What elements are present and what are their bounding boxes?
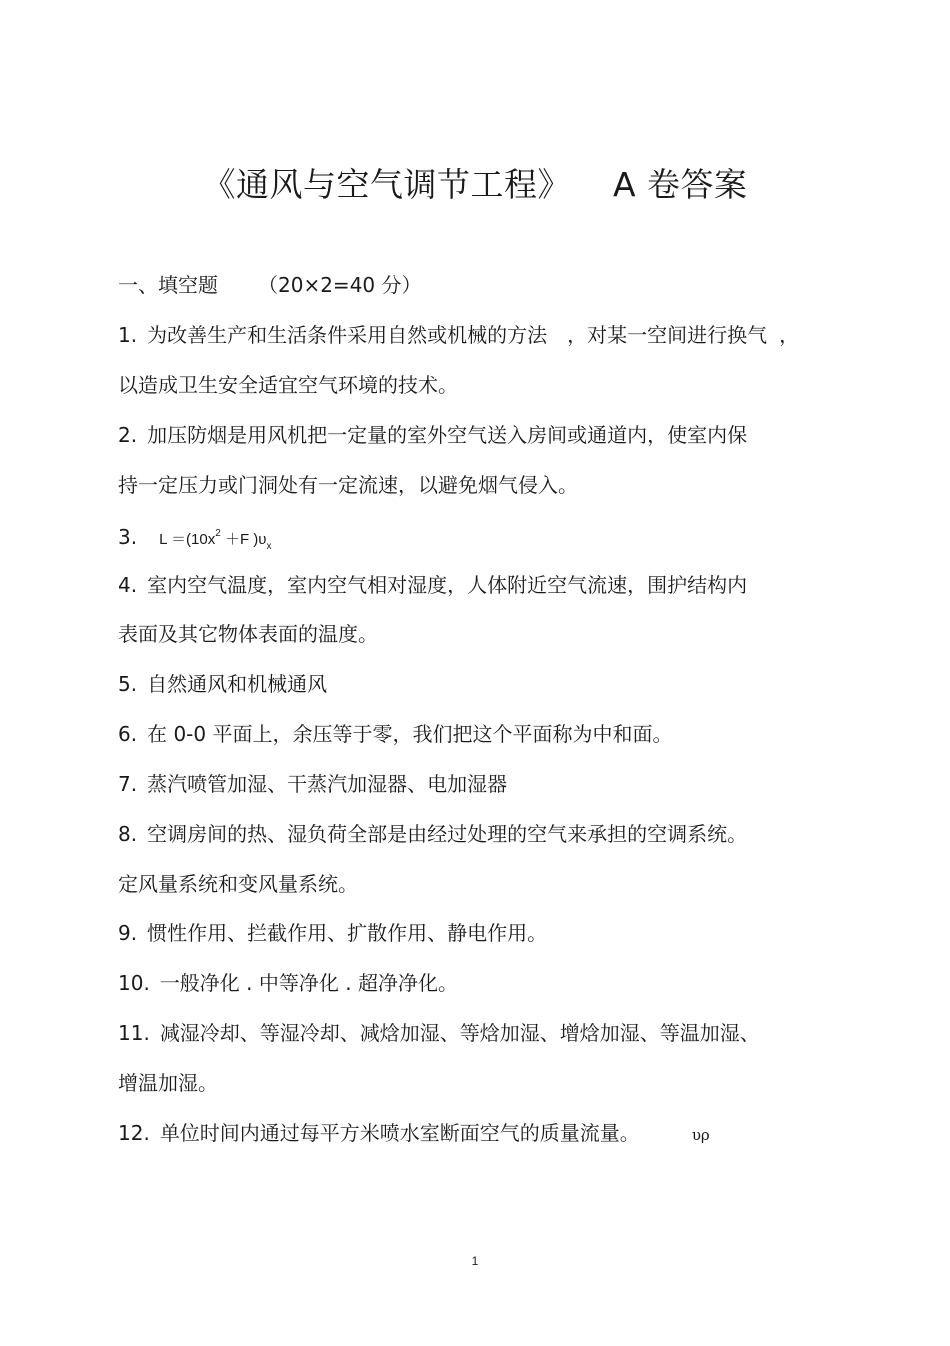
answer-text: ， [779, 323, 800, 347]
answer-9-line-1 [118, 919, 547, 947]
answer-text: 蒸汽喷管加湿、干蒸汽加湿器、电加湿器 [147, 772, 508, 796]
answer-11-line-2 [118, 1069, 218, 1097]
answer-11-line-1 [118, 1019, 760, 1047]
answer-10-line-1 [118, 969, 458, 997]
answer-text: 自然通风和机械通风 [147, 672, 328, 696]
formula-base: L ＝(10x [159, 531, 216, 548]
answer-5-line-1 [118, 670, 327, 698]
answer-text: 增温加湿。 [118, 1071, 218, 1095]
formula-exponent: 2 [215, 528, 221, 539]
answer-4-line-1 [118, 571, 747, 599]
formula-subscript: x [266, 541, 272, 552]
answer-number: 3. [118, 525, 138, 549]
answer-symbol: υρ [691, 1126, 710, 1144]
title-paper: A [612, 165, 637, 204]
answer-text: 表面及其它物体表面的温度。 [118, 622, 378, 646]
answer-7-line-1 [118, 770, 507, 798]
answer-text: 以造成卫生安全适宜空气环境的技术。 [118, 373, 458, 397]
answer-6-line-1 [118, 720, 672, 748]
answer-text: 一般净化 . 中等净化 . 超净净化。 [159, 971, 458, 995]
answer-text: 空调房间的热、湿负荷全部是由经过处理的空气来承担的空调系统。 [147, 822, 748, 846]
answer-4-line-2 [118, 620, 378, 648]
answer-number: 9. [118, 921, 138, 945]
answer-text: 为改善生产和生活条件采用自然或机械的方法 [147, 323, 548, 347]
answer-2-line-1 [118, 421, 747, 449]
answer-2-line-2 [118, 471, 578, 499]
answer-text: 持一定压力或门洞处有一定流速，以避免烟气侵入。 [118, 473, 578, 497]
answer-number: 4. [118, 573, 138, 597]
answer-1-line-2 [118, 371, 458, 399]
answer-text: 减湿冷却、等湿冷却、减焓加湿、等焓加湿、增焓加湿、等温加湿、 [159, 1021, 760, 1045]
answer-number: 7. [118, 772, 138, 796]
answer-1-line-1 [118, 321, 799, 349]
section-heading [118, 271, 422, 299]
answer-number: 8. [118, 822, 138, 846]
answer-number: 12. [118, 1121, 150, 1145]
answer-number: 2. [118, 423, 138, 447]
answer-number: 5. [118, 672, 138, 696]
answer-3-line-1 [118, 520, 272, 561]
section-heading-text: 一、填空题 [118, 273, 218, 297]
answer-8-line-2 [118, 870, 358, 898]
formula-mid: ＋F )υ [220, 531, 267, 548]
document-title [0, 163, 950, 207]
section-score: （20×2=40 分） [258, 273, 422, 297]
answer-text: 在 0-0 平面上，余压等于零，我们把这个平面称为中和面。 [147, 722, 673, 746]
answer-text: 加压防烟是用风机把一定量的室外空气送入房间或通道内，使室内保 [147, 423, 748, 447]
answer-number: 1. [118, 323, 138, 347]
answer-text: 定风量系统和变风量系统。 [118, 872, 358, 896]
answer-text: ，对某一空间进行换气 [567, 323, 768, 347]
answer-12-line-1 [118, 1119, 710, 1149]
answer-number: 6. [118, 722, 138, 746]
answer-number: 10. [118, 971, 150, 995]
title-main: 《通风与空气调节工程》 [202, 165, 571, 204]
page-number: 1 [471, 1254, 479, 1268]
answer-8-line-1 [118, 820, 747, 848]
answer-text: 单位时间内通过每平方米喷水室断面空气的质量流量。 [159, 1121, 640, 1145]
answer-formula [159, 528, 272, 552]
answer-number: 11. [118, 1021, 150, 1045]
answer-text: 惯性作用、拦截作用、扩散作用、静电作用。 [147, 921, 548, 945]
answer-text: 室内空气温度，室内空气相对湿度，人体附近空气流速，围护结构内 [147, 573, 748, 597]
title-suffix: 卷答案 [647, 165, 748, 204]
